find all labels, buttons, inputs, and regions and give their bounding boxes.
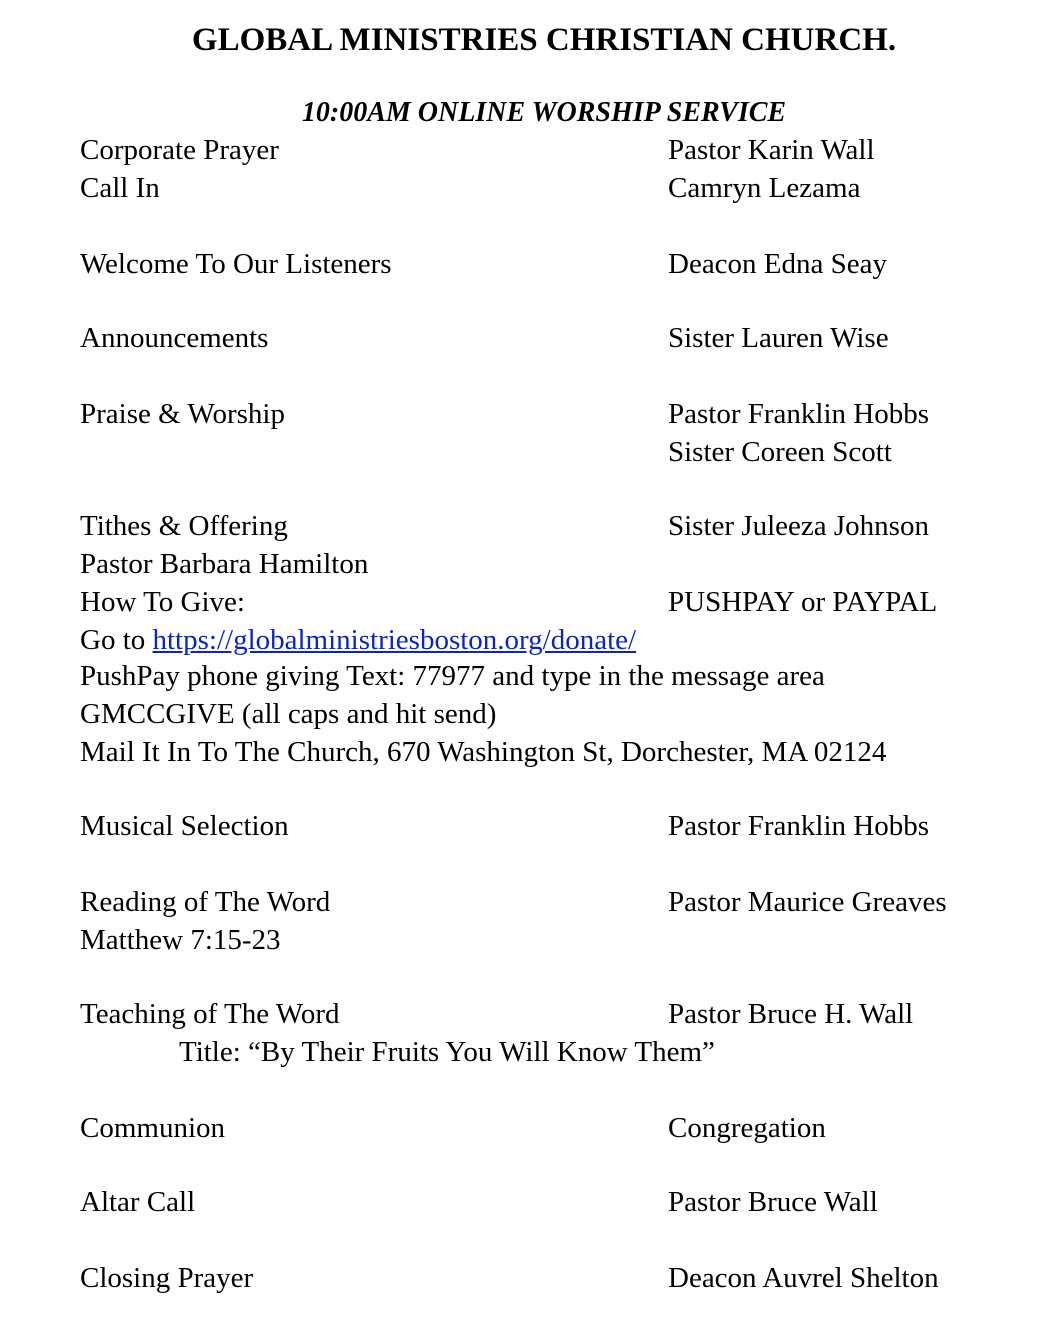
leader-welcome: Deacon Edna Seay (668, 248, 888, 280)
item-announcements: Announcements (80, 322, 269, 354)
leader-praise-worship-2: Sister Coreen Scott (668, 436, 892, 468)
donate-line (80, 623, 636, 657)
service-title: 10:00AM ONLINE WORSHIP SERVICE (301, 97, 787, 128)
item-teaching: Teaching of The Word (80, 998, 340, 1030)
item-welcome: Welcome To Our Listeners (80, 248, 392, 280)
co-leader-tithes-offering: Pastor Barbara Hamilton (80, 548, 369, 580)
item-corporate-prayer: Corporate Prayer (80, 134, 279, 166)
item-closing-prayer: Closing Prayer (80, 1262, 254, 1294)
scripture-reference: Matthew 7:15-23 (80, 924, 281, 956)
leader-musical-selection: Pastor Franklin Hobbs (668, 810, 929, 842)
leader-tithes-offering: Sister Juleeza Johnson (668, 510, 929, 542)
leader-corporate-prayer: Pastor Karin Wall (668, 134, 875, 166)
sermon-title: Title: “By Their Fruits You Will Know Them” (179, 1036, 715, 1068)
pushpay-instructions: PushPay phone giving Text: 77977 and type in the message area (80, 660, 825, 692)
item-musical-selection: Musical Selection (80, 810, 289, 842)
leader-altar-call: Pastor Bruce Wall (668, 1186, 878, 1218)
item-call-in: Call In (80, 172, 160, 204)
leader-communion: Congregation (668, 1112, 826, 1144)
church-name: GLOBAL MINISTRIES CHRISTIAN CHURCH. (191, 22, 897, 58)
pushpay-code: GMCCGIVE (all caps and hit send) (80, 698, 497, 730)
mail-instructions: Mail It In To The Church, 670 Washington St, Dorchester, MA 02124 (80, 736, 887, 768)
giving-methods: PUSHPAY or PAYPAL (668, 586, 938, 618)
leader-teaching: Pastor Bruce H. Wall (668, 998, 914, 1030)
donate-link[interactable]: https://globalministriesboston.org/donate/ (152, 624, 637, 656)
item-tithes-offering: Tithes & Offering (80, 510, 288, 542)
leader-reading: Pastor Maurice Greaves (668, 886, 947, 918)
item-praise-worship: Praise & Worship (80, 398, 285, 430)
donate-prefix: Go to (80, 624, 153, 656)
item-altar-call: Altar Call (80, 1186, 196, 1218)
item-communion: Communion (80, 1112, 226, 1144)
leader-call-in: Camryn Lezama (668, 172, 861, 204)
item-reading: Reading of The Word (80, 886, 331, 918)
leader-closing-prayer: Deacon Auvrel Shelton (668, 1262, 939, 1294)
leader-announcements: Sister Lauren Wise (668, 322, 889, 354)
leader-praise-worship: Pastor Franklin Hobbs (668, 398, 929, 430)
item-how-to-give: How To Give: (80, 586, 245, 618)
